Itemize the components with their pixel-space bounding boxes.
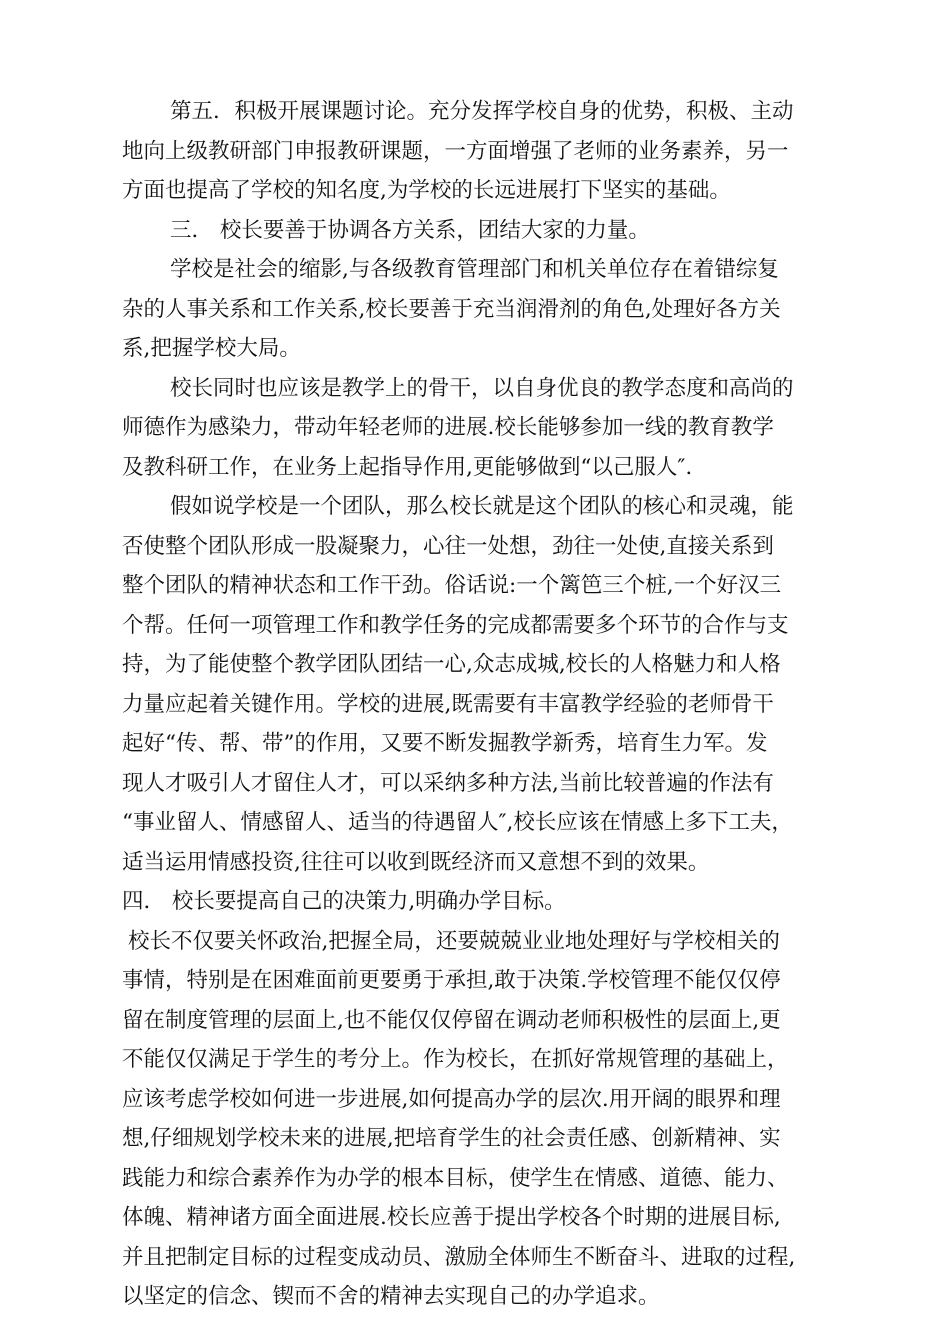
paragraph-line: 不能仅仅满足于学生的考分上。作为校长，在抓好常规管理的基础上，	[122, 1047, 789, 1072]
paragraph-line: 及教科研工作，在业务上起指导作用,更能够做到“以己服人″.	[122, 454, 693, 480]
paragraph-line: 师德作为感染力，带动年轻老师的进展.校长能够参加一线的教育教学	[122, 415, 774, 440]
section-heading: 四． 校长要提高自己的决策力,明确办学目标。	[122, 889, 566, 914]
paragraph-line: 起好“传、帮、带”的作用，又要不断发掘教学新秀，培育生力军。发	[122, 731, 768, 756]
paragraph-line: 并且把制定目标的过程变成动员、激励全体师生不断奋斗、进取的过程,	[122, 1244, 796, 1270]
paragraph-line: 想,仔细规划学校未来的进展,把培育学生的社会责任感、创新精神、实	[122, 1126, 781, 1151]
paragraph-line: 学校是社会的缩影,与各级教育管理部门和机关单位存在着错综复	[170, 257, 779, 282]
paragraph-line: 持，为了能使整个教学团队团结一心,众志成城,校长的人格魅力和人格	[122, 652, 781, 677]
paragraph-line: 应该考虑学校如何进一步进展,如何提高办学的层次.用开阔的眼界和理	[122, 1086, 781, 1112]
paragraph-line: 事情，特别是在困难面前更要勇于承担,敢于决策.学校管理不能仅仅停	[122, 968, 781, 993]
paragraph-line: 留在制度管理的层面上,也不能仅仅停留在调动老师积极性的层面上,更	[122, 1007, 781, 1033]
paragraph-line: 个帮。任何一项管理工作和教学任务的完成都需要多个环节的合作与支	[122, 612, 789, 638]
paragraph-line: 整个团队的精神状态和工作干劲。俗话说:一个篱笆三个桩,一个好汉三	[122, 573, 782, 598]
paragraph-line: 否使整个团队形成一股凝聚力，心往一处想，劲往一处使,直接关系到	[122, 533, 774, 559]
paragraph-line: 第五．积极开展课题讨论。充分发挥学校自身的优势，积极、主动	[170, 99, 794, 124]
paragraph-line: 系,把握学校大局。	[122, 336, 301, 361]
paragraph-line: 践能力和综合素养作为办学的根本目标，使学生在情感、道德、能力、	[122, 1165, 789, 1191]
paragraph-line: 现人才吸引人才留住人才，可以采纳多种方法,当前比较普遍的作法有	[122, 770, 774, 796]
paragraph-line: 以坚定的信念、锲而不舍的精神去实现自己的办学追求。	[122, 1284, 660, 1309]
paragraph-line: 假如说学校是一个团队，那么校长就是这个团队的核心和灵魂，能	[170, 494, 794, 519]
paragraph-line: “事业留人、情感留人、适当的待遇留人″,校长应该在情感上多下工夫，	[122, 810, 793, 835]
paragraph-line: 适当运用情感投资,往往可以收到既经济而又意想不到的效果。	[122, 849, 710, 875]
document-body	[122, 92, 832, 1317]
section-heading: 三． 校长要善于协调各方关系，团结大家的力量。	[170, 217, 650, 243]
paragraph-line: 力量应起着关键作用。学校的进展,既需要有丰富教学经验的老师骨干	[122, 691, 774, 717]
paragraph-line: 方面也提高了学校的知名度,为学校的长远进展打下坚实的基础。	[122, 178, 731, 203]
paragraph-line: 校长同时也应该是教学上的骨干，以自身优良的教学态度和高尚的	[170, 375, 794, 401]
paragraph-line: 地向上级教研部门申报教研课题，一方面增强了老师的业务素养，另一	[122, 138, 789, 164]
paragraph-line: 杂的人事关系和工作关系,校长要善于充当润滑剂的角色,处理好各方关	[122, 296, 781, 322]
paragraph-line: 校长不仅要关怀政治,把握全局，还要兢兢业业地处理好与学校相关的	[128, 928, 780, 954]
paragraph-line: 体魄、精神诸方面全面进展.校长应善于提出学校各个时期的进展目标,	[122, 1205, 781, 1230]
